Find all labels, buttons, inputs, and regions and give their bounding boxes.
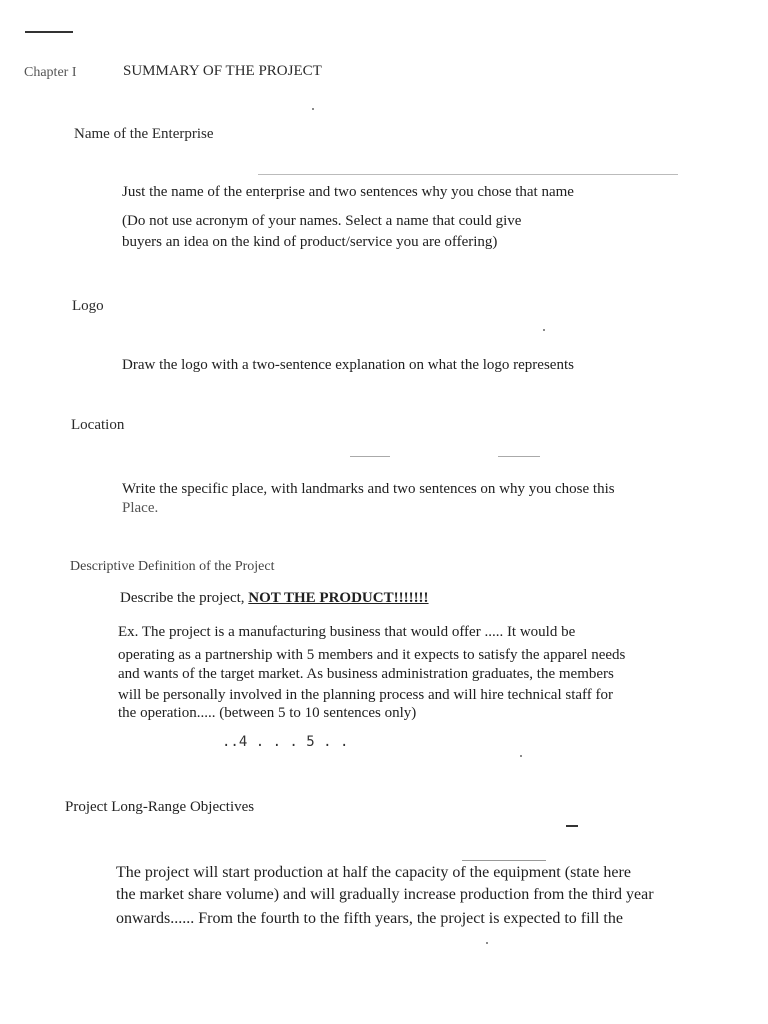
scan-speck — [312, 108, 314, 110]
handwritten-note: ..4 . . . 5 . . — [222, 734, 349, 750]
descriptive-line-1: Ex. The project is a manufacturing business that would offer ..... It would be — [118, 624, 576, 640]
location-line-2: Place. — [122, 500, 159, 516]
objectives-line-2: the market share volume) and will gradually increase production from the third year — [116, 886, 654, 903]
section-heading-location: Location — [71, 417, 125, 433]
descriptive-line-4: will be personally involved in the planning process and will hire technical staff for — [118, 687, 614, 703]
chapter-title: SUMMARY OF THE PROJECT — [123, 63, 322, 79]
faint-scan-line — [462, 860, 546, 861]
descriptive-intro-text: Describe the project, — [120, 590, 245, 606]
section-heading-long-range-objectives: Project Long-Range Objectives — [65, 799, 255, 815]
descriptive-line-2: operating as a partnership with 5 members and it expects to satisfy the apparel needs — [118, 647, 626, 663]
scan-speck — [520, 755, 522, 757]
scan-speck — [543, 329, 545, 331]
location-line-1: Write the specific place, with landmarks and two sentences on why you chose this — [122, 481, 615, 497]
faint-scan-line — [350, 456, 390, 457]
enterprise-name-line-2: (Do not use acronym of your names. Select a name that could give — [122, 213, 522, 229]
faint-scan-line — [498, 456, 540, 457]
descriptive-line-3: and wants of the target market. As business administration graduates, the members — [118, 666, 614, 682]
chapter-label: Chapter I — [24, 65, 77, 80]
scan-speck — [486, 942, 488, 944]
logo-line-1: Draw the logo with a two-sentence explanation on what the logo represents — [122, 357, 574, 373]
section-heading-descriptive-definition: Descriptive Definition of the Project — [70, 559, 275, 574]
pen-stroke — [566, 825, 578, 827]
enterprise-name-line-1: Just the name of the enterprise and two sentences why you chose that name — [122, 184, 574, 200]
descriptive-line-5: the operation..... (between 5 to 10 sentences only) — [118, 705, 417, 721]
faint-scan-line — [258, 174, 678, 175]
objectives-line-3: onwards...... From the fourth to the fifth years, the project is expected to fill the — [116, 910, 623, 927]
section-heading-logo: Logo — [72, 298, 104, 314]
descriptive-intro — [120, 591, 429, 606]
top-left-rule — [25, 31, 73, 33]
descriptive-emphasis: NOT THE PRODUCT!!!!!!! — [248, 590, 429, 606]
section-heading-enterprise-name: Name of the Enterprise — [74, 126, 214, 142]
objectives-line-1: The project will start production at half the capacity of the equipment (state here — [116, 864, 631, 881]
enterprise-name-line-3: buyers an idea on the kind of product/service you are offering) — [122, 234, 498, 250]
